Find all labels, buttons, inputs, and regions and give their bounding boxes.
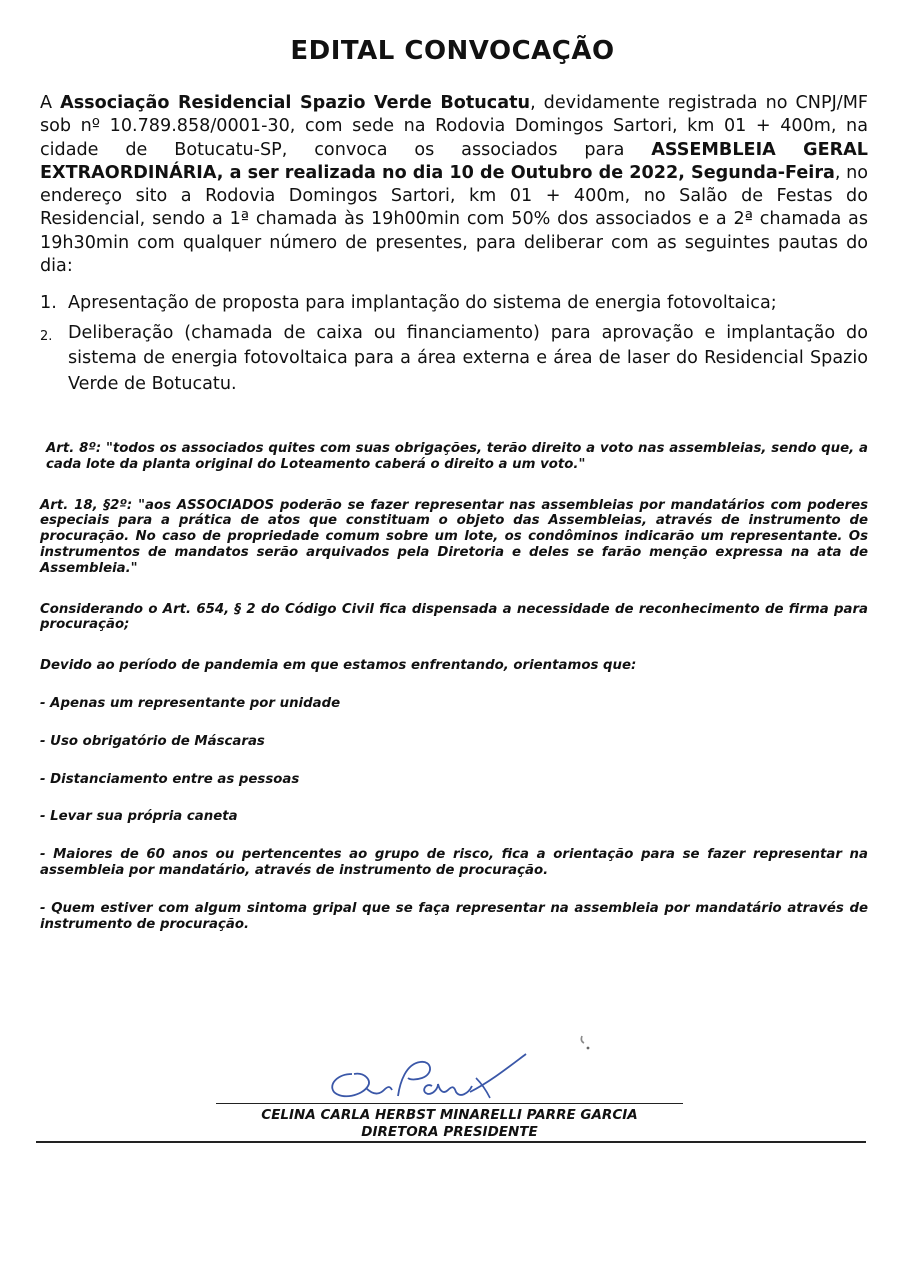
agenda-item [40, 321, 868, 398]
agenda-list [40, 291, 868, 401]
notes-section [40, 441, 868, 932]
note-art18: Art. 18, §2º: "aos ASSOCIADOS poderão se fazer representar nas assembleias por mandatários com poderes especiais para a prática de atos que constituam o objeto das Assembleias, através de instrumento de procuração. No caso de propriedade comum sobre um lote, os condôminos indicarão um representante. Os instrumentos de mandatos serão arquivados pela Diretoria e deles se farão menção expressa na ata de Assembleia." [40, 497, 868, 576]
intro-text-3: , no endereço sito a Rodovia Domingos Sartori, km 01 + 400m, no Salão de Festas do Residencial, sendo a 1ª chamada às 19h00min com 50% dos associados e a 2ª chamada as 19h30min com qualquer número de presentes, para deliberar com as seguintes pautas do dia: [40, 162, 868, 277]
guideline-item: - Distanciamento entre as pessoas [40, 771, 300, 787]
guideline-item: - Quem estiver com algum sintoma gripal que se faça representar na assembleia por mandatário através de instrumento de procuração. [40, 900, 868, 932]
signatory-name: CELINA CARLA HERBST MINARELLI PARRE GARCIA [261, 1107, 638, 1123]
agenda-item-text: Deliberação (chamada de caixa ou financiamento) para aprovação e implantação do sistema de energia fotovoltaica para a área externa e área de laser do Residencial Spazio Verde de Botucatu. [68, 322, 868, 394]
association-name: Associação Residencial Spazio Verde Botucatu [60, 93, 531, 113]
document-title: EDITAL CONVOCAÇÃO [290, 36, 615, 66]
signatory-role: DIRETORA PRESIDENTE [361, 1124, 538, 1140]
intro-text-1: A [40, 93, 61, 113]
agenda-item-text: Apresentação de proposta para implantação do sistema de energia fotovoltaica; [68, 293, 777, 313]
bottom-divider [36, 1141, 866, 1143]
signature-icon [320, 1052, 550, 1104]
guideline-item: - Levar sua própria caneta [40, 809, 238, 825]
intro-paragraph [40, 92, 868, 278]
scan-speck-icon [572, 1030, 602, 1060]
note-art8: Art. 8º: "todos os associados quites com suas obrigações, terão direito a voto nas assembleias, sendo que, a cada lote da planta original do Loteamento caberá o direito a um voto." [46, 441, 868, 472]
agenda-item-number: 1. [40, 293, 57, 313]
guideline-item: - Uso obrigatório de Máscaras [40, 733, 265, 749]
agenda-item-number: 2. [40, 328, 53, 344]
assembly-announcement: ASSEMBLEIA GERAL EXTRAORDINÁRIA, a ser realizada no dia 10 de Outubro de 2022, Segunda-Feira [40, 139, 868, 183]
agenda-item [40, 291, 868, 317]
signature-line [216, 1103, 683, 1104]
intro-text-2: , devidamente registrada no CNPJ/MF sob nº 10.789.858/0001-30, com sede na Rodovia Domingos Sartori, km 01 + 400m, na cidade de Botucatu-SP, convoca os associados para [40, 93, 868, 160]
guideline-item: - Apenas um representante por unidade [40, 695, 341, 711]
note-art654: Considerando o Art. 654, § 2 do Código Civil fica dispensada a necessidade de reconhecimento de firma para procuração; [40, 601, 868, 633]
note-pandemic: Devido ao período de pandemia em que estamos enfrentando, orientamos que: [40, 658, 637, 674]
guideline-item: - Maiores de 60 anos ou pertencentes ao grupo de risco, fica a orientação para se fazer representar na assembleia por mandatário, através de instrumento de procuração. [40, 847, 868, 878]
